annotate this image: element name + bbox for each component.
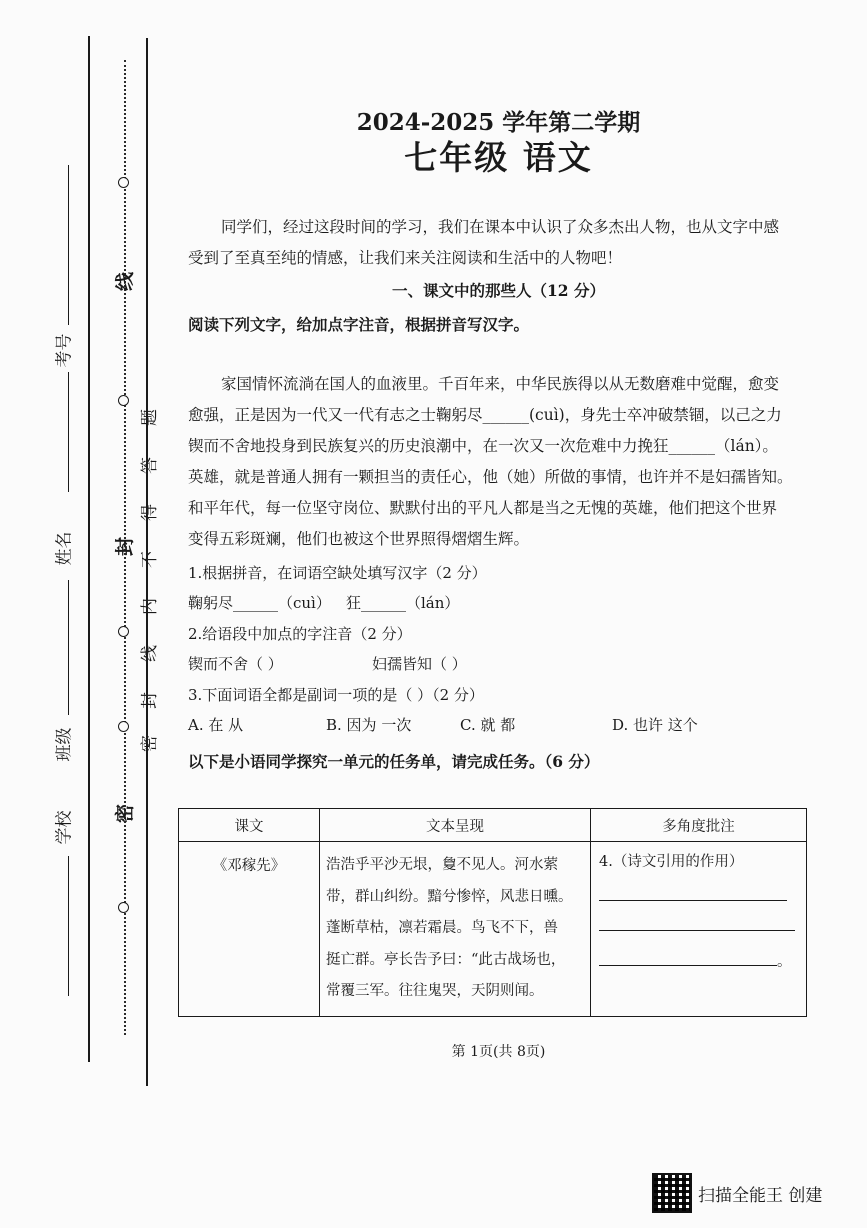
question-2: 2.给语段中加点的字注音（2 分） <box>188 625 412 643</box>
seal-circle <box>118 626 129 637</box>
section1-instruction: 阅读下列文字，给加点字注音，根据拼音写汉字。 <box>188 315 530 334</box>
table-header-row <box>179 809 807 842</box>
field-line-xuexiao <box>68 856 69 996</box>
scanner-watermark: 扫描全能王 创建 <box>698 1186 823 1206</box>
intro-line-2: 受到了至真至纯的情感，让我们来关注阅读和生活中的人物吧！ <box>188 249 623 267</box>
seal-circle <box>118 721 129 732</box>
q2-answer-a[interactable]: 锲而不舍（ ） <box>188 655 283 673</box>
q3-option-b[interactable]: B. 因为 一次 <box>326 716 412 734</box>
qr-code-icon <box>652 1173 692 1213</box>
field-banji-label: 班级 <box>54 727 75 762</box>
page-number: 第 1页(共 8页) <box>451 1044 546 1060</box>
warn-char: 得 <box>140 504 160 521</box>
warn-char: 答 <box>140 457 160 474</box>
intro-line-1: 同学们，经过这段时间的学习，我们在课本中认识了众多杰出人物，也从文字中感 <box>221 218 780 236</box>
answer-line[interactable] <box>599 906 795 931</box>
seal-circle <box>118 902 129 913</box>
task-table <box>178 808 807 1017</box>
section1-title: 一、课文中的那些人（12 分） <box>392 281 605 300</box>
passage-line: 锲而不舍地投身到民族复兴的历史浪潮中，在一次又一次危难中力挽狂______（lán）。 <box>188 437 778 455</box>
annotation-cell[interactable] <box>591 842 807 1017</box>
warn-char: 密 <box>140 735 160 752</box>
table-header-cell: 文本呈现 <box>320 809 591 842</box>
excerpt-line: 带，群山纠纷。黯兮惨悴，风悲日曛。 <box>326 888 573 905</box>
passage-line: 英雄，就是普通人拥有一颗担当的责任心，他（她）所做的事情，也许并不是妇孺皆知。 <box>188 468 793 486</box>
end-mark: 。 <box>777 954 792 970</box>
text-excerpt-cell <box>320 842 591 1017</box>
excerpt-line: 挺亡群。亭长告予曰：“此古战场也， <box>326 951 566 968</box>
q3-option-a[interactable]: A. 在 从 <box>188 716 244 734</box>
seal-char-xian: 线 <box>114 271 137 292</box>
question-4: 4.（诗文引用的作用） <box>599 854 744 870</box>
field-line-xingming <box>68 580 69 715</box>
q3-option-c[interactable]: C. 就 都 <box>460 716 516 734</box>
q2-answer-b[interactable]: 妇孺皆知（ ） <box>372 655 467 673</box>
table-header-cell: 多角度批注 <box>591 809 807 842</box>
field-kaohao-label: 考号 <box>54 333 75 368</box>
seal-char-mi: 密 <box>114 803 137 824</box>
answer-line[interactable] <box>599 941 777 966</box>
warn-char: 不 <box>140 551 160 568</box>
field-xingming-label: 姓名 <box>54 531 75 566</box>
text-title-cell <box>179 842 320 1017</box>
term-title: 2024-2025 学年第二学期 <box>356 109 641 136</box>
q1-answer-b[interactable]: 狂______（lán） <box>346 594 460 612</box>
table-row <box>179 842 807 1017</box>
warn-char: 题 <box>140 409 160 426</box>
passage-line: 家国情怀流淌在国人的血液里。千百年来，中华民族得以从无数磨难中觉醒，愈变 <box>221 375 780 393</box>
question-1: 1.根据拼音，在词语空缺处填写汉字（2 分） <box>188 564 487 582</box>
question-3: 3.下面词语全都是副词一项的是（ ）（2 分） <box>188 686 484 704</box>
warn-char: 封 <box>140 692 160 709</box>
seal-char-feng: 封 <box>114 536 137 557</box>
warn-char: 内 <box>140 598 160 615</box>
task-instruction: 以下是小语同学探究一单元的任务单，请完成任务。（6 分） <box>188 752 600 771</box>
answer-line[interactable] <box>599 876 787 901</box>
table-header-cell: 课文 <box>179 809 320 842</box>
field-xuexiao-label: 学校 <box>54 810 75 845</box>
q3-option-d[interactable]: D. 也许 这个 <box>612 716 698 734</box>
binding-line-outer <box>88 36 90 1062</box>
field-line-kaohao-2 <box>68 372 69 492</box>
field-line-kaohao <box>68 165 69 325</box>
passage-line: 愈强，正是因为一代又一代有志之士鞠躬尽______(cuì)，身先士卒冲破禁锢，以己之力 <box>188 406 782 424</box>
seal-circle <box>118 395 129 406</box>
excerpt-line: 浩浩乎平沙无垠，敻不见人。河水萦 <box>326 857 558 873</box>
passage-line: 变得五彩斑斓，他们也被这个世界照得熠熠生辉。 <box>188 530 530 548</box>
q1-answer-a[interactable]: 鞠躬尽______（cuì） <box>188 594 331 612</box>
excerpt-line: 常覆三军。往往鬼哭，天阴则闻。 <box>326 983 544 999</box>
excerpt-line: 蓬断草枯，凛若霜晨。鸟飞不下，兽 <box>326 920 558 936</box>
subject-title: 七年级 语文 <box>404 138 593 177</box>
text-title: 《邓稼先》 <box>212 858 286 874</box>
warn-char: 线 <box>140 645 160 662</box>
passage-line: 和平年代，每一位坚守岗位、默默付出的平凡人都是当之无愧的英雄，他们把这个世界 <box>188 499 778 517</box>
